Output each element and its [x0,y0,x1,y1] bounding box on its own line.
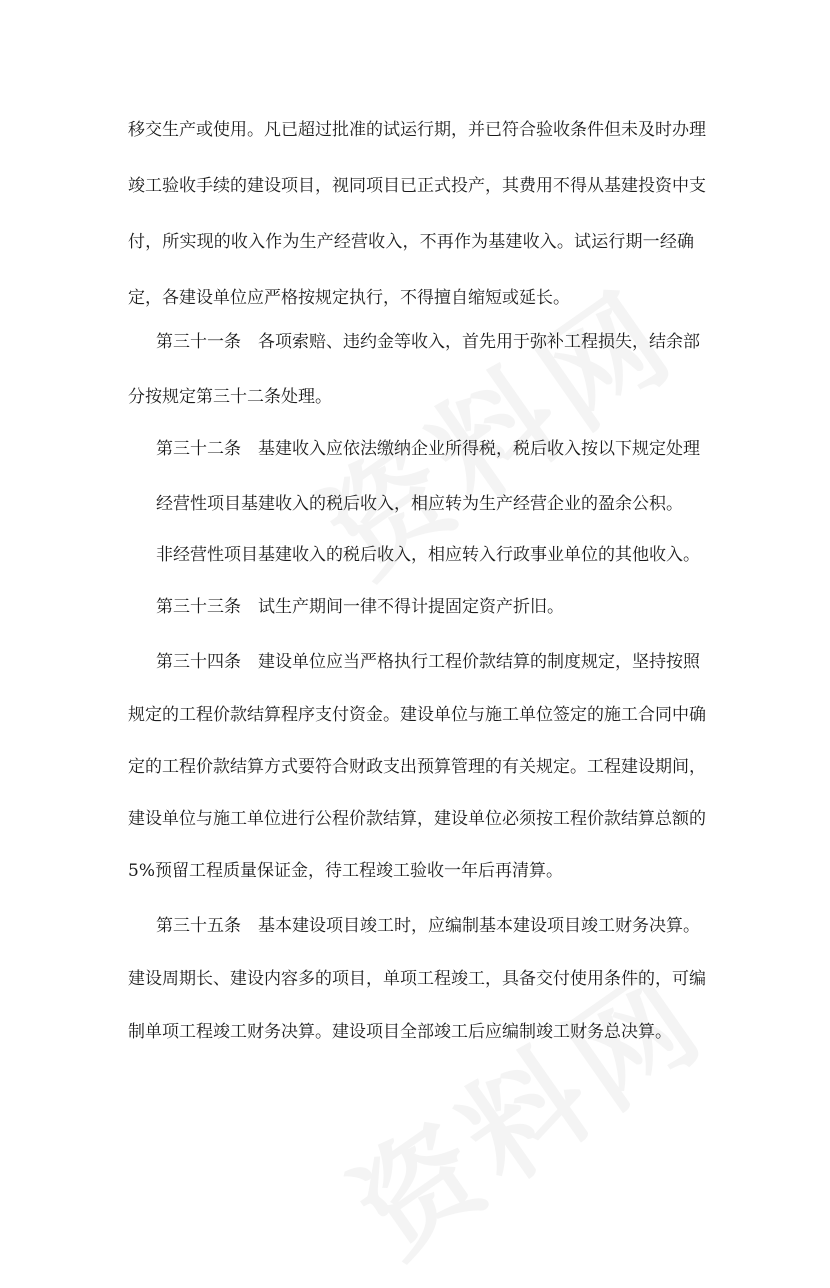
paragraph-line: 建设单位与施工单位进行公程价款结算，建设单位必须按工程价款结算总额的 [128,809,706,829]
paragraph-line: 建设周期长、建设内容多的项目，单项工程竣工，具备交付使用条件的，可编 [128,969,706,989]
paragraph-line: 规定的工程价款结算程序支付资金。建设单位与施工单位签定的施工合同中确 [128,705,706,725]
paragraph-line: 付，所实现的收入作为生产经营收入，不再作为基建收入。试运行期一经确 [128,232,694,252]
paragraph-line: 移交生产或使用。凡已超过批准的试运行期，并已符合验收条件但未及时办理 [128,120,706,140]
paragraph-line: 定，各建设单位应严格按规定执行，不得擅自缩短或延长。 [128,288,570,308]
paragraph-line: 5%预留工程质量保证金，待工程竣工验收一年后再清算。 [128,861,563,881]
article-32-line: 第三十二条 基建收入应依法缴纳企业所得税，税后收入按以下规定处理 [156,439,700,459]
article-35-line: 第三十五条 基本建设项目竣工时，应编制基本建设项目竣工财务决算。 [156,916,700,936]
paragraph-line: 定的工程价款结算方式要符合财政支出预算管理的有关规定。工程建设期间， [128,757,706,777]
paragraph-line: 分按规定第三十二条处理。 [128,387,332,407]
article-31-line: 第三十一条 各项索赔、违约金等收入，首先用于弥补工程损失，结余部 [156,332,700,352]
article-34-line: 第三十四条 建设单位应当严格执行工程价款结算的制度规定，坚持按照 [156,652,700,672]
article-33-line: 第三十三条 试生产期间一律不得计提固定资产折旧。 [156,597,564,617]
paragraph-line: 经营性项目基建收入的税后收入，相应转为生产经营企业的盈余公积。 [156,494,683,514]
paragraph-line: 竣工验收手续的建设项目，视同项目已正式投产，其费用不得从基建投资中支 [128,176,706,196]
paragraph-line: 制单项工程竣工财务决算。建设项目全部竣工后应编制竣工财务总决算。 [128,1022,672,1042]
paragraph-line: 非经营性项目基建收入的税后收入，相应转入行政事业单位的其他收入。 [156,545,700,565]
